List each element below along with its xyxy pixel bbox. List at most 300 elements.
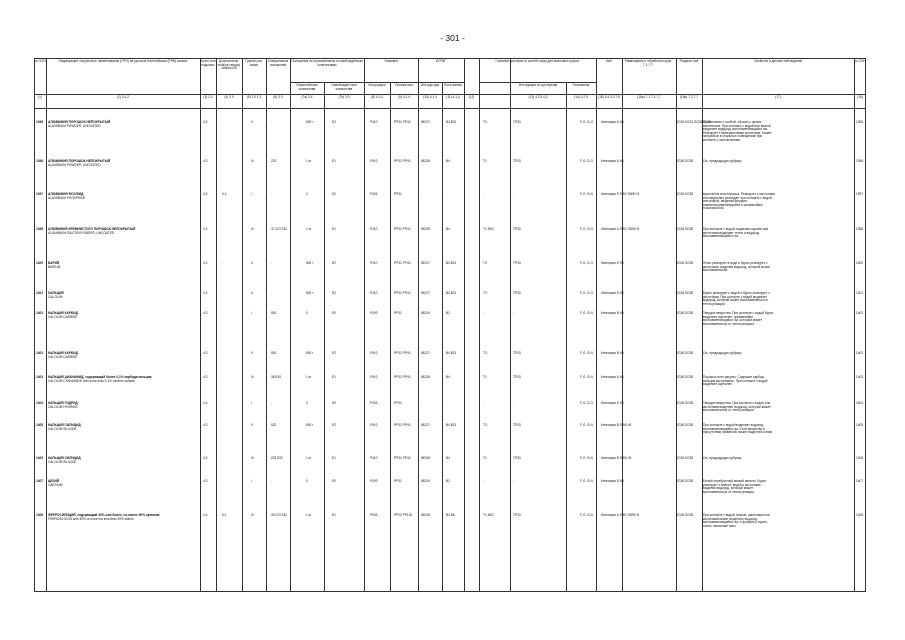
shipping-name-en: CALCIUM CARBIDE	[48, 355, 78, 359]
limited-quantity: 1 кг	[306, 513, 312, 517]
subsidiary-risk: -	[222, 401, 224, 405]
subsidiary-risk: -	[222, 456, 224, 460]
shipping-name-ru: ФЕРРОСИЛИЦИЙ, содержащий 30% или более, но менее 90% кремния	[48, 513, 160, 517]
subsidiary-risk: -	[222, 159, 224, 163]
segregation: SG26 SG35	[676, 423, 694, 427]
un-number-right: 1398	[856, 227, 864, 231]
excepted-quantity: E0	[332, 311, 336, 315]
tank-instruction: T1	[483, 375, 487, 379]
un-number-right: 1403	[856, 375, 864, 379]
colnum-1: (1)	[38, 95, 42, 99]
stowage-category: Категория А SW2 SW5 H1	[601, 227, 640, 231]
un-number-right: 1404	[856, 401, 864, 405]
column-rule	[46, 58, 47, 592]
un-number-right: 1400	[856, 261, 864, 265]
header-tanks-b: Положения	[572, 83, 590, 87]
segregation: SG26 SG35	[676, 227, 694, 231]
ibc-instruction: IBC07	[421, 423, 430, 427]
stowage-category: Категория E SW2 SW5 H1	[601, 192, 640, 196]
shipping-name-en: ALUMINIUM POWDER, UNCOATED	[48, 124, 101, 128]
un-number-right: 1402	[856, 311, 864, 315]
excepted-quantity: E2	[332, 261, 336, 265]
packing-group: III	[251, 227, 254, 231]
un-number-right: 1402	[856, 351, 864, 355]
class: 4.3	[203, 311, 208, 315]
stowage-category: Категория E H1	[601, 261, 624, 265]
header-lq-a: Ограниченные количества	[296, 83, 318, 91]
packing-provision: PP31	[394, 479, 402, 483]
excepted-quantity: E2	[332, 423, 336, 427]
shipping-name-en: ALUMINIUM SILICON POWDER, UNCOATED	[48, 231, 115, 235]
stowage-category: Категория B SW5 H1	[601, 423, 632, 427]
excepted-quantity: E2	[332, 120, 336, 124]
colnum-7a: (7a) 3.4	[301, 95, 313, 99]
subsidiary-risk: -	[222, 375, 224, 379]
subsidiary-risk: -	[222, 479, 224, 483]
class: 4.3	[203, 375, 208, 379]
class: 4.3	[203, 456, 208, 460]
header-subrisk: Дополнитель-ный(ые) вид(ы) опасности	[217, 59, 241, 71]
segregation: SG26 SG35	[676, 351, 694, 355]
properties-text: Бурно реагирует с водой и бурно реагирует с кислотами. При контакте с водой выделяет водород, который может воспламеняться от тепла реакции.	[703, 291, 770, 306]
packing-instruction: P410	[370, 351, 378, 355]
segregation: SG26 SG35	[676, 291, 694, 295]
class: 4.3	[203, 159, 208, 163]
excepted-quantity: E0	[332, 479, 336, 483]
properties-text: См. предыдущую рубрику.	[703, 159, 742, 163]
ibc-instruction: -	[421, 401, 423, 405]
tank-provision: TP33	[513, 261, 521, 265]
ibc-provision: B1	[446, 311, 450, 315]
class: 4.3	[203, 120, 208, 124]
shipping-name-ru: КАЛЬЦИЯ КАРБИД	[48, 311, 78, 315]
special-provisions: -	[271, 120, 273, 124]
packing-provision: PP20 PP100	[394, 513, 413, 517]
subsidiary-risk: -	[222, 291, 224, 295]
segregation: SG26 SG35	[676, 401, 694, 405]
tank-instruction: -	[483, 311, 485, 315]
column-rule	[364, 58, 365, 592]
ibc-provision: B4	[446, 456, 450, 460]
limited-quantity: 1 кг	[306, 456, 312, 460]
packing-instruction: P410	[370, 291, 378, 295]
packing-group: I	[251, 401, 252, 405]
ems-code: F-G, S-N	[580, 227, 593, 231]
column-rule	[676, 58, 677, 592]
excepted-quantity: E1	[332, 456, 336, 460]
colnum-14: (14) 4.2.5	[574, 95, 588, 99]
un-number-right: 1408	[856, 513, 864, 517]
segregation: SG26 SG35	[676, 311, 694, 315]
colnum-16a: (16a) 7.1 7.3-7.7	[637, 95, 661, 99]
packing-instruction: P403	[370, 401, 378, 405]
column-rule	[479, 58, 480, 592]
segregation: SG26 SG35	[676, 456, 694, 460]
limited-quantity: 500 г	[306, 120, 314, 124]
header-stowage: Размещение и обработка груза 7.1-7.7	[624, 59, 672, 67]
subsidiary-risk: -	[222, 261, 224, 265]
shipping-name-ru: АЛЮМИНИЯ ПОРОШОК НЕПОКРЫТЫЙ	[48, 159, 111, 163]
segregation: SG26 SG31 SG35 SG36	[676, 120, 712, 124]
shipping-name-en: CAESIUM	[48, 483, 63, 487]
shipping-name-ru: АЛЮМИНИЯ КРЕМНИСТОГО ПОРОШОК НЕПОКРЫТЫЙ	[48, 227, 136, 231]
properties-text: При контакте с водой, влагой, щелочами или кислотами может выделять водород, воспламеняющийся газ, и фосфин и арсин, очень токсичные газы.	[703, 513, 770, 528]
special-provisions: -	[271, 291, 273, 295]
subcolumn-rule	[324, 82, 325, 592]
packing-instruction: P410	[370, 261, 378, 265]
packing-instruction: P410	[370, 456, 378, 460]
special-provisions: -	[271, 479, 273, 483]
tank-provision: TP33	[513, 375, 521, 379]
shipping-name-en: ALUMINIUM POWDER, UNCOATED	[48, 163, 101, 167]
tank-instruction: T3	[483, 261, 487, 265]
limited-quantity: 0	[306, 311, 308, 315]
special-provisions: 39 223 932	[271, 513, 287, 517]
shipping-name-en: CALCIUM SILICIDE	[48, 427, 77, 431]
header-ibc: КСГМГ	[435, 59, 447, 63]
un-number-right: 1401	[856, 291, 864, 295]
excepted-quantity: E2	[332, 291, 336, 295]
shipping-name-ru: КАЛЬЦИЯ ЦИАНАМИД, содержащий более 0,1% карбида кальция	[48, 375, 152, 379]
un-number: 1398	[36, 227, 44, 231]
un-number: 1402	[36, 351, 44, 355]
colnum-7b: (7b) 3.5	[338, 95, 350, 99]
properties-text: См. предыдущую рубрику.	[703, 456, 742, 460]
tank-provision: TP33	[513, 227, 521, 231]
properties-text: Твердое вещество. При контакте с водой или кислотами выделяет водород, который может воспламеняться от тепла реакции.	[703, 401, 771, 413]
header-un: № ООН	[34, 59, 46, 63]
packing-group: I	[251, 192, 252, 196]
limited-quantity: 1 кг	[306, 375, 312, 379]
limited-quantity: 1 кг	[306, 227, 312, 231]
ems-code: F-G, S-O	[580, 261, 593, 265]
subcolumn-rule	[442, 82, 443, 592]
ibc-instruction: IBC08	[421, 513, 430, 517]
segregation: SG26 SG35	[676, 375, 694, 379]
tank-instruction: T3	[483, 291, 487, 295]
class: 4.3	[203, 192, 208, 196]
packing-instruction: P403	[370, 311, 378, 315]
special-provisions: 223	[271, 159, 277, 163]
special-provisions: 951	[271, 351, 277, 355]
ibc-provision: B4 B21	[446, 120, 457, 124]
stowage-category: Категория D H1	[601, 479, 625, 483]
special-provisions: 951	[271, 311, 277, 315]
excepted-quantity: E2	[332, 351, 336, 355]
un-number: 1405	[36, 456, 44, 460]
class: 4.3	[203, 261, 208, 265]
un-number: 1403	[36, 375, 44, 379]
colnum-12: (12)	[468, 95, 475, 99]
un-number: 1400	[36, 261, 44, 265]
packing-group: II	[251, 261, 253, 265]
un-number-right: 1396	[856, 120, 864, 124]
subsidiary-risk: -	[222, 227, 224, 231]
column-rule	[622, 58, 623, 592]
ibc-provision: B4	[446, 227, 450, 231]
packing-provision: PP31 PP40	[394, 351, 411, 355]
header-ems: АвК	[606, 59, 612, 63]
subsidiary-risk: -	[222, 423, 224, 427]
subsidiary-risk: -	[222, 120, 224, 124]
colnum-10: (10) 4.1.4	[423, 95, 437, 99]
limited-quantity: 1 кг	[306, 159, 312, 163]
stowage-category: Категория B SW5 H1	[601, 456, 632, 460]
column-rule	[464, 58, 465, 592]
colnum-4: (4) 2.0	[224, 95, 234, 99]
limited-quantity: 0	[306, 192, 308, 196]
ibc-instruction: IBC07	[421, 351, 430, 355]
packing-instruction: P403	[370, 479, 378, 483]
page-number: - 301 -	[440, 33, 465, 43]
tank-instruction: T1	[483, 159, 487, 163]
stowage-category: Категория B H1	[601, 351, 624, 355]
ibc-instruction: IBC04	[421, 479, 430, 483]
ibc-instruction: IBC08	[421, 227, 430, 231]
stowage-category: Категория А H1	[601, 375, 624, 379]
tank-instruction: -	[483, 192, 485, 196]
ibc-provision: -	[446, 401, 448, 405]
shipping-name-en: CALCIUM HYDRIDE	[48, 405, 78, 409]
segregation: SG26 SG35	[676, 479, 694, 483]
special-provisions: -	[271, 192, 273, 196]
header-properties: Свойства и данные наблюдений	[754, 59, 802, 63]
ibc-provision: -	[446, 192, 448, 196]
tank-provision: TP33	[513, 291, 521, 295]
tank-instruction: T1	[483, 456, 487, 460]
subcolumn-rule	[390, 82, 391, 592]
ems-code: F-G, S-N	[580, 351, 593, 355]
tank-provision: -	[513, 192, 515, 196]
shipping-name-en: BARIUM	[48, 265, 61, 269]
ibc-provision: B4 B21	[446, 351, 457, 355]
header-lq: Положения по ограниченным и освобожденным количествам	[291, 59, 363, 67]
tank-provision: TP33	[513, 513, 521, 517]
column-rule	[290, 58, 291, 592]
header-tanks-a: Инструкции по цистернам	[518, 83, 558, 87]
colnum-6: (6) 3.3	[273, 95, 283, 99]
un-number-right: 1407	[856, 479, 864, 483]
column-rule	[216, 58, 217, 592]
ibc-provision: B4	[446, 375, 450, 379]
limited-quantity: 0	[306, 479, 308, 483]
properties-text: Кристаллы или порошок. Реагирует с кислотами или медленно реагирует при контакте с водой или влагой, выделяя фосфин, самовоспламеняющийся и чрезвычайно токсичный газ.	[703, 192, 775, 211]
ems-code: F-G, S-O	[580, 401, 593, 405]
shipping-name-ru: ЦЕЗИЙ	[48, 479, 60, 483]
shipping-name-ru: АЛЮМИНИЯ ФОСФИД	[48, 192, 84, 196]
properties-text: При контакте с водой, водными сырьём или кислотами выделяет тепло и водород, воспламеняющийся газ.	[703, 227, 769, 239]
ibc-provision: B4 B21	[446, 291, 457, 295]
class: 4.3	[203, 513, 208, 517]
class: 4.3	[203, 479, 208, 483]
tank-instruction: T1 BK2	[483, 513, 494, 517]
column-rule	[854, 58, 855, 592]
limited-quantity: 500 г	[306, 423, 314, 427]
colnum-5: (5) 2.0.1.3	[246, 95, 262, 99]
packing-group: I	[251, 311, 252, 315]
colnum-9: (9) 4.1.4	[398, 95, 410, 99]
ems-code: F-G, S-N	[580, 375, 593, 379]
ibc-provision: B4 B21	[446, 423, 457, 427]
properties-text: При контакте с водой выделяет водород, воспламеняющийся газ. Если вещество в присутствии примесей, может выделять силан.	[703, 423, 774, 435]
column-rule	[510, 58, 511, 592]
packing-instruction: P410	[370, 120, 378, 124]
special-provisions: 932	[271, 423, 277, 427]
packing-provision: PP31 PP40	[394, 120, 411, 124]
tank-provision: TP33	[513, 456, 521, 460]
tank-provision: -	[513, 401, 515, 405]
ibc-provision: B4	[446, 159, 450, 163]
shipping-name-ru: КАЛЬЦИЙ	[48, 291, 64, 295]
header-packing-a: Инструкции	[368, 83, 386, 87]
un-number-right: 1397	[856, 192, 864, 196]
excepted-quantity: E0	[332, 192, 336, 196]
stowage-category: Категория А H1	[601, 159, 624, 163]
colnum-17: (17)	[775, 95, 781, 99]
special-provisions: 38 934	[271, 375, 281, 379]
excepted-quantity: E1	[332, 513, 336, 517]
stowage-category: Категория E H1	[601, 291, 624, 295]
ems-code: F-G, S-N	[580, 423, 593, 427]
properties-text: См. предыдущую рубрику.	[703, 351, 742, 355]
shipping-name-ru: КАЛЬЦИЯ КАРБИД	[48, 351, 78, 355]
colnum-16b: (16b) 7.2-7.7	[679, 95, 699, 99]
packing-group: III	[251, 456, 254, 460]
subsidiary-risk: -	[222, 311, 224, 315]
packing-provision: PP31 PP40	[394, 159, 411, 163]
packing-group: III	[251, 375, 254, 379]
limited-quantity: 0	[306, 401, 308, 405]
column-rule	[266, 58, 267, 592]
packing-provision: PP31	[394, 192, 402, 196]
limited-quantity: 500 г	[306, 261, 314, 265]
ibc-provision: B1	[446, 479, 450, 483]
colnum-15: (15) 5.4.3.2 7.8	[598, 95, 620, 99]
excepted-quantity: E0	[332, 401, 336, 405]
subsidiary-risk: 6.1	[222, 513, 227, 517]
stowage-category: Категория А SW2 SW5 H1	[601, 513, 640, 517]
un-number-right: 1405	[856, 423, 864, 427]
properties-text: Порошок или гранулы. Содержит карбид кальция как примесь. При контакте с водой выделяет ацетилен.	[703, 375, 768, 387]
header-sp: Специальные положения	[267, 59, 289, 67]
header-pg: Группа упа-ковки	[245, 59, 263, 67]
column-rule	[242, 58, 243, 592]
header-name: Надлежащее отгрузочное наименование (НТН) на русском и английском (PSN) языках	[58, 59, 188, 63]
ibc-provision: B4 B6	[446, 513, 455, 517]
ibc-instruction: IBC04	[421, 311, 430, 315]
header-rule	[34, 108, 866, 109]
tank-instruction: T3	[483, 351, 487, 355]
packing-provision: PP31 PP40	[394, 375, 411, 379]
header-ibc-b: Поло-жения	[444, 83, 462, 87]
subcolumn-rule	[566, 82, 567, 592]
un-number: 1408	[36, 513, 44, 517]
header-packing: Упаковка	[384, 59, 398, 63]
tank-instruction: T3	[483, 423, 487, 427]
colnum-13: (13) 4.2.5 4.3	[528, 95, 548, 99]
colnum-2: (2) 3.1.2	[117, 95, 129, 99]
un-number: 1405	[36, 423, 44, 427]
colnum-3: (3) 2.0	[203, 95, 213, 99]
tank-instruction: -	[483, 401, 485, 405]
header-lq-b: Освобожден-ные количества	[331, 83, 357, 91]
un-number-right: 1396	[856, 159, 864, 163]
column-rule	[200, 58, 201, 592]
ibc-instruction: IBC08	[421, 456, 430, 460]
header-packing-b: Положе-ния	[395, 83, 413, 87]
subsidiary-risk: -	[222, 351, 224, 355]
un-number: 1402	[36, 311, 44, 315]
ibc-instruction: IBC08	[421, 375, 430, 379]
limited-quantity: 500 г	[306, 351, 314, 355]
class: 4.3	[203, 401, 208, 405]
packing-provision: PP31 PP40	[394, 423, 411, 427]
header-ibc-a: Инструк-ции	[420, 83, 440, 87]
tank-provision: TP33	[513, 423, 521, 427]
colnum-11: (11) 4.1.4	[446, 95, 460, 99]
shipping-name-ru: КАЛЬЦИЯ СИЛИЦИД	[48, 456, 81, 460]
excepted-quantity: E1	[332, 159, 336, 163]
ibc-instruction: IBC08	[421, 159, 430, 163]
packing-group: III	[251, 513, 254, 517]
segregation: SG26 SG35	[676, 159, 694, 163]
ems-code: F-G, S-N	[580, 311, 593, 315]
packing-provision: PP31 PP40	[394, 291, 411, 295]
packing-instruction: P410	[370, 159, 378, 163]
excepted-quantity: E1	[332, 227, 336, 231]
special-provisions: 37 223 932	[271, 227, 287, 231]
colnum-18: (18)	[857, 95, 863, 99]
shipping-name-ru: БАРИЙ	[48, 261, 60, 265]
shipping-name-en: CALCIUM CARBIDE	[48, 315, 78, 319]
tank-provision: TP33	[513, 351, 521, 355]
packing-instruction: P403	[370, 192, 378, 196]
shipping-name-ru: КАЛЬЦИЯ СИЛИЦИД	[48, 423, 81, 427]
ibc-instruction: IBC07	[421, 291, 430, 295]
un-number: 1407	[36, 479, 44, 483]
un-number: 1396	[36, 120, 44, 124]
un-number: 1397	[36, 192, 44, 196]
tank-provision: -	[513, 311, 515, 315]
ibc-instruction: IBC07	[421, 120, 430, 124]
ems-code: F-G, S-O	[580, 291, 593, 295]
shipping-name-ru: АЛЮМИНИЯ ПОРОШОК НЕПОКРЫТЫЙ	[48, 120, 111, 124]
ems-code: F-G, S-N	[580, 456, 593, 460]
tank-instruction: T1 BK2	[483, 227, 494, 231]
packing-instruction: P410	[370, 227, 378, 231]
shipping-name-en: ALUMINIUM PHOSPHIDE	[48, 196, 86, 200]
tank-provision: -	[513, 479, 515, 483]
properties-text: Твердое вещество. При контакте с водой бурно выделяет ацетилен, чрезвычайно воспламеняющийся газ, который может воспламеняться от тепла реакции.	[703, 311, 774, 326]
ems-code: F-G, S-N	[580, 479, 593, 483]
ems-code: F-G, S-N	[580, 513, 593, 517]
properties-text: Белый серебристый мягкий металл. Бурно реагирует с влагой, водой и кислотами, выделяя водород, который может воспламеняться от тепла реакции.	[703, 479, 767, 494]
packing-group: III	[251, 159, 254, 163]
packing-provision: PP31 PP40	[394, 261, 411, 265]
shipping-name-en: CALCIUM	[48, 295, 63, 299]
packing-instruction: P410	[370, 375, 378, 379]
shipping-name-ru: КАЛЬЦИЯ ГИДРИД	[48, 401, 78, 405]
tank-provision: TP33	[513, 159, 521, 163]
column-rule	[418, 58, 419, 592]
segregation: SG26 SG35	[676, 261, 694, 265]
packing-instruction: P003	[370, 513, 378, 517]
packing-provision: PP31	[394, 311, 402, 315]
properties-text: Легко реагирует в воде и бурно реагирует с кислотами, выделяя водород, который может воспламеняться.	[703, 261, 771, 273]
packing-group: II	[251, 120, 253, 124]
properties-text: Приготовлен с особой, обычно с целью извлечения. При контакте с водой или влагой выделяет водород, воспламеняющийся газ. Реагирует с минеральными кислотами. Может загораться в открытых помещениях при контакте с окислителями.	[703, 120, 772, 142]
tank-instruction: T3	[483, 120, 487, 124]
